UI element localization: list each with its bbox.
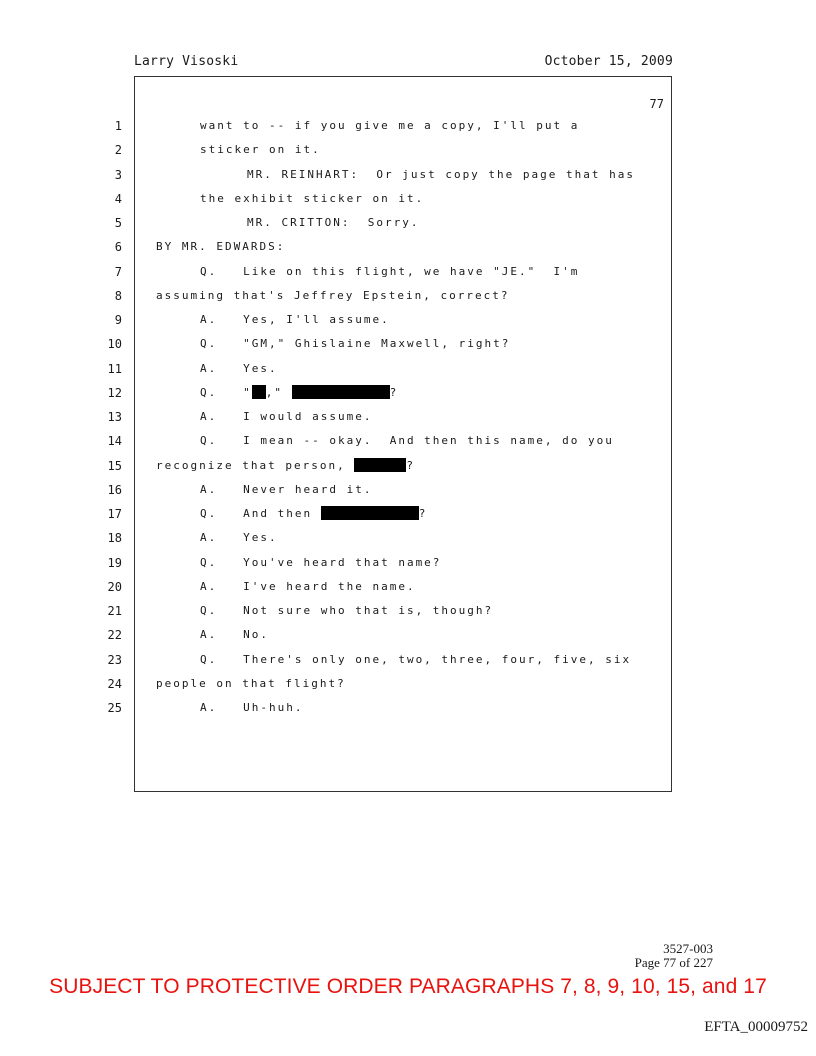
- transcript-line: [200, 408, 372, 426]
- line-text: ?: [389, 385, 399, 399]
- transcript-line: [200, 554, 441, 572]
- line-text: want to -- if you give me a copy, I'll put a: [200, 119, 580, 132]
- transcript-line: [200, 651, 631, 669]
- line-number: 8: [114, 288, 122, 303]
- line-text: recognize that person,: [156, 458, 355, 472]
- line-number: 6: [114, 240, 122, 255]
- redaction-block: [252, 385, 266, 399]
- line-number: 22: [107, 628, 122, 643]
- redaction-block: [321, 506, 419, 520]
- redaction-block: [354, 458, 406, 472]
- line-text: Q. "GM," Ghislaine Maxwell, right?: [200, 337, 511, 351]
- line-text: MR. REINHART: Or just copy the page that has: [247, 167, 636, 181]
- line-number: 24: [107, 676, 122, 691]
- transcript-line: [200, 190, 424, 208]
- transcript-line: [200, 360, 278, 378]
- line-text: Q. There's only one, two, three, four, five, six: [200, 652, 632, 666]
- line-number: 16: [107, 482, 122, 497]
- redaction-block: [292, 385, 390, 399]
- transcript-line: [200, 505, 427, 523]
- line-number: 7: [114, 264, 122, 279]
- line-number: 13: [107, 410, 122, 424]
- line-number: 1: [114, 119, 122, 133]
- line-number: 19: [107, 555, 122, 570]
- transcript-line: [200, 481, 372, 499]
- line-text: sticker on it.: [200, 143, 321, 157]
- transcript-line: [200, 602, 493, 620]
- line-text: Q. You've heard that name?: [200, 555, 442, 569]
- transcript-line: [200, 699, 303, 717]
- line-number: 23: [107, 652, 122, 667]
- line-number: 20: [107, 579, 122, 594]
- line-number: 17: [107, 507, 122, 521]
- line-number: 3: [114, 167, 122, 182]
- transcript-line: [156, 287, 510, 305]
- line-number: 14: [107, 434, 122, 449]
- line-number: 11: [107, 361, 122, 376]
- line-text: A. Uh-huh.: [200, 701, 304, 714]
- footer-bates-block: [635, 942, 713, 970]
- line-number: 9: [114, 313, 122, 327]
- line-text: the exhibit sticker on it.: [200, 191, 425, 205]
- line-text: A. Yes.: [200, 361, 278, 375]
- line-number: 4: [114, 191, 122, 206]
- line-text: Q. Not sure who that is, though?: [200, 604, 494, 617]
- line-number: 2: [114, 143, 122, 158]
- transcript-page-number: 77: [649, 97, 664, 111]
- line-text: Q. And then: [200, 507, 321, 520]
- transcript-line: [200, 117, 579, 135]
- transcript-line: [247, 214, 419, 232]
- line-text: MR. CRITTON: Sorry.: [247, 216, 420, 229]
- line-text: A. I've heard the name.: [200, 579, 416, 593]
- transcript-line: [200, 529, 278, 547]
- bates-number: EFTA_00009752: [704, 1019, 808, 1035]
- line-text: ,": [265, 385, 292, 399]
- line-text: BY MR. EDWARDS:: [156, 240, 286, 254]
- transcript-line: [200, 626, 269, 644]
- line-text: A. Yes, I'll assume.: [200, 313, 390, 326]
- line-text: people on that flight?: [156, 676, 346, 690]
- line-number: 10: [107, 337, 122, 352]
- line-text: assuming that's Jeffrey Epstein, correct?: [156, 288, 510, 302]
- line-text: Q. Like on this flight, we have "JE." I'm: [200, 264, 580, 278]
- transcript-line: [156, 457, 415, 475]
- header-date: October 15, 2009: [544, 54, 673, 69]
- transcript-line: [200, 335, 510, 353]
- transcript-line: [156, 675, 346, 693]
- line-number: 18: [107, 531, 122, 546]
- transcript-line: [200, 141, 321, 159]
- page-of-total: Page 77 of 227: [634, 955, 713, 970]
- header-witness-name: Larry Visoski: [134, 54, 239, 69]
- transcript-line: [200, 432, 614, 450]
- case-number: 3527-003: [663, 941, 713, 956]
- line-text: ?: [418, 507, 428, 520]
- line-number: 25: [107, 701, 122, 715]
- transcript-line: [156, 238, 285, 256]
- line-text: A. Never heard it.: [200, 482, 373, 496]
- line-number: 12: [107, 385, 122, 400]
- line-text: ?: [406, 458, 415, 472]
- line-number: 15: [107, 458, 122, 473]
- line-number: 21: [107, 604, 122, 618]
- transcript-line: [247, 166, 635, 184]
- line-text: A. No.: [200, 628, 269, 642]
- transcript-line: [200, 578, 416, 596]
- line-number: 5: [114, 216, 122, 230]
- transcript-line: [200, 384, 398, 402]
- transcript-line: [200, 311, 390, 329]
- line-text: Q. ": [200, 385, 252, 399]
- line-text: A. I would assume.: [200, 410, 373, 423]
- line-text: A. Yes.: [200, 531, 278, 545]
- transcript-line: [200, 263, 579, 281]
- protective-order-notice: SUBJECT TO PROTECTIVE ORDER PARAGRAPHS 7, 8, 9, 10, 15, and 17: [49, 975, 767, 998]
- line-text: Q. I mean -- okay. And then this name, do you: [200, 434, 614, 448]
